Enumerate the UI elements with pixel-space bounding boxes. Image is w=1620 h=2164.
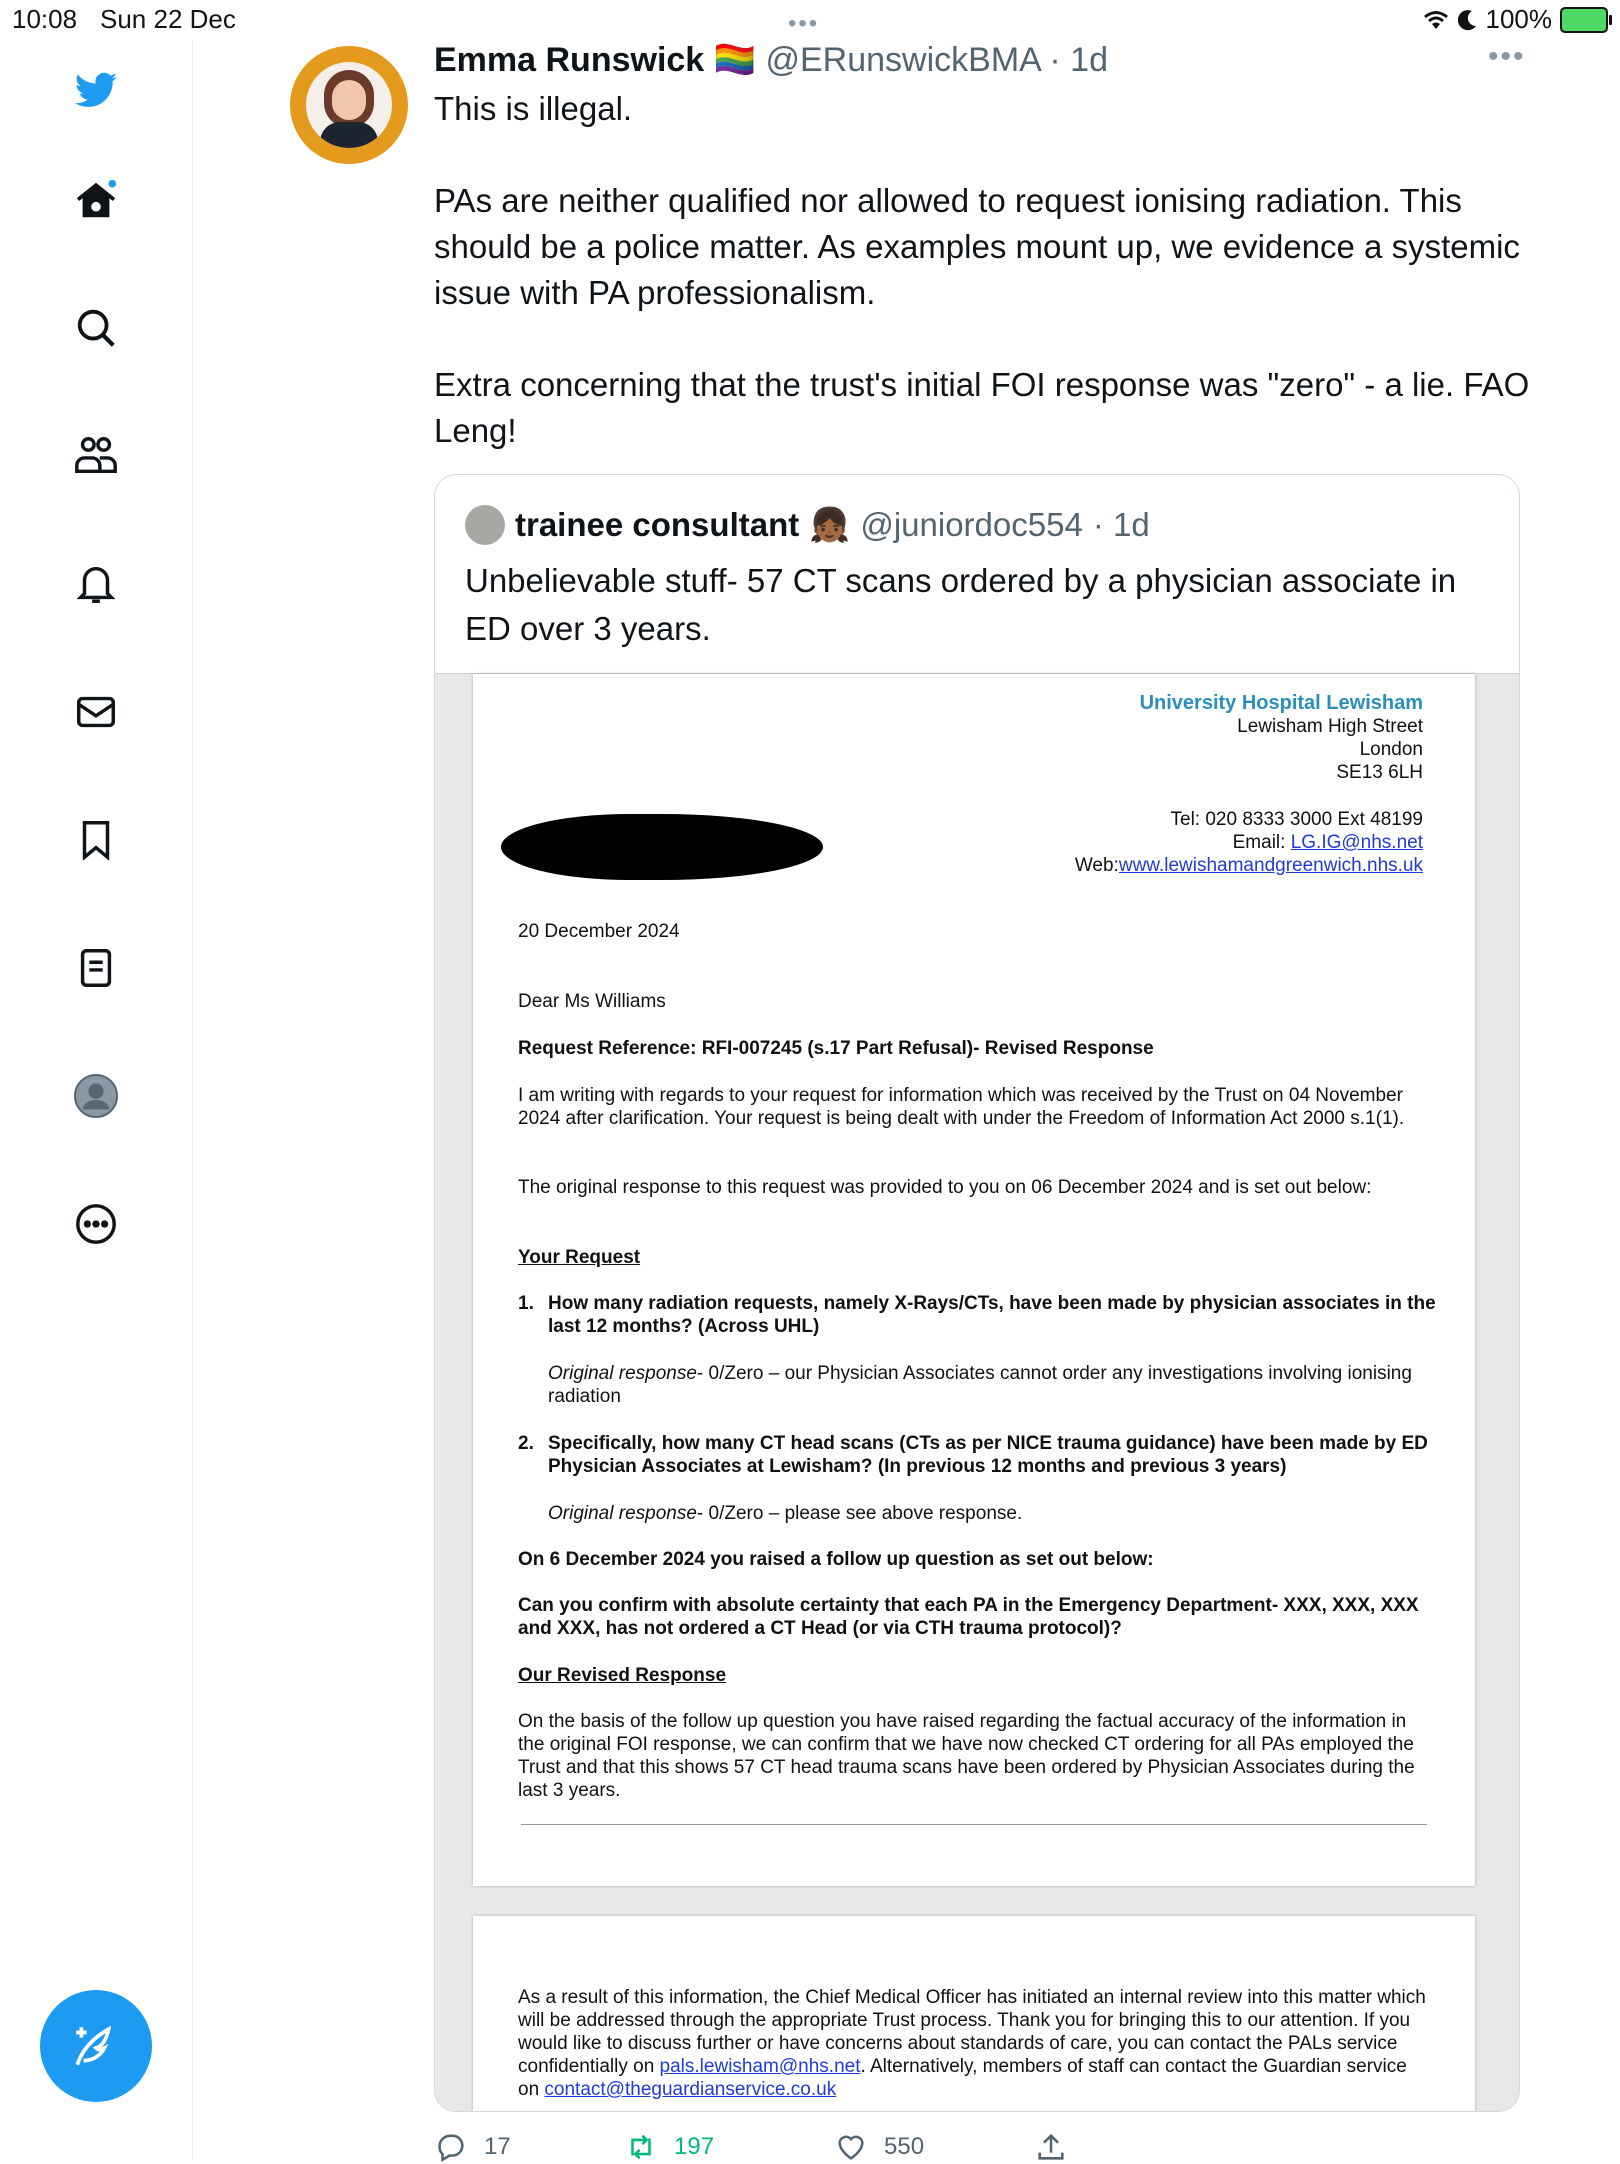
letter-original-note: The original response to this request was provided to you on 06 December 2024 and is set out below: — [518, 1177, 1372, 1198]
page2-text-a: As a result of this information, the Chief Medical Officer has initiated an internal review into this matter which will be addressed through the appropriate Trust process. Thank you for bringing this to our attention. If you would like to discuss further or have concerns about standards of care, you can contact the PALs service confidentially on — [518, 1987, 1426, 2077]
status-time: 10:08 — [12, 4, 78, 34]
quote-text: Unbelievable stuff- 57 CT scans ordered by a physician associate in ED over 3 years. — [465, 562, 1457, 647]
retweet-icon — [624, 2130, 658, 2164]
hospital-name: University Hospital Lewisham — [1139, 692, 1423, 714]
email-link: LG.IG@nhs.net — [1290, 832, 1423, 853]
quote-author-avatar[interactable] — [465, 505, 505, 545]
wifi-icon — [1422, 9, 1450, 31]
address-line: Lewisham High Street — [1237, 716, 1423, 737]
question-1-number: 1. — [518, 1293, 534, 1314]
document-page-1 — [473, 674, 1475, 1886]
hospital-address — [1140, 692, 1423, 784]
share-button[interactable] — [1034, 2130, 1068, 2164]
author-avatar[interactable] — [290, 46, 408, 164]
question-2-number: 2. — [518, 1433, 534, 1454]
author-name[interactable]: Emma Runswick — [434, 41, 705, 79]
response-text: - 0/Zero – please see above response. — [696, 1503, 1023, 1524]
guardian-email-link: contact@theguardianservice.co.uk — [544, 2079, 837, 2100]
sidebar — [0, 40, 193, 2160]
tweet-paragraph: This is illegal. — [434, 90, 633, 127]
attached-document-image[interactable] — [435, 673, 1519, 2112]
heart-icon — [834, 2130, 868, 2164]
reply-icon — [434, 2130, 468, 2164]
tweet-paragraph: Extra concerning that the trust's initial FOI response was "zero" - a lie. FAO Leng! — [434, 366, 1530, 449]
tweet-author-line — [434, 40, 1108, 80]
telephone: Tel: 020 8333 3000 Ext 48199 — [1170, 809, 1423, 830]
bookmark-icon[interactable] — [70, 814, 122, 866]
address-line: London — [1359, 739, 1423, 760]
notifications-bell-icon[interactable] — [70, 558, 122, 610]
web-label: Web: — [1074, 855, 1119, 876]
quoted-tweet[interactable] — [434, 474, 1520, 2112]
followup-question: Can you confirm with absolute certainty that each PA in the Emergency Department- XXX, XXX, XXX and XXX, has not ordered a CT Head (or via CTH trauma protocol)? — [518, 1595, 1419, 1639]
status-right — [1422, 4, 1609, 35]
author-handle[interactable]: @ERunswickBMA — [765, 41, 1040, 79]
quote-author-name[interactable]: trainee consultant — [515, 506, 800, 543]
messages-envelope-icon[interactable] — [70, 686, 122, 738]
like-count: 550 — [884, 2133, 925, 2160]
followup-intro: On 6 December 2024 you raised a follow up question as set out below: — [518, 1549, 1154, 1570]
tweet-time[interactable]: · 1d — [1049, 41, 1108, 79]
tweet-text — [434, 86, 1534, 500]
share-icon — [1034, 2130, 1068, 2164]
question-2-text: Specifically, how many CT head scans (CTs as per NICE trauma guidance) have been made by ED Physician Associates at Lewisham? (In previous 12 months and previous 3 years) — [548, 1433, 1428, 1477]
status-date: Sun 22 Dec — [100, 4, 236, 34]
quote-author-line — [465, 505, 1150, 545]
response-label: Original response — [548, 1503, 697, 1524]
response-label: Original response — [548, 1363, 697, 1384]
document-page-2 — [473, 1916, 1475, 2112]
page2-text-b: . Alternatively, members of staff can contact the Guardian service on — [518, 2056, 1407, 2100]
reply-count: 17 — [484, 2133, 511, 2160]
compose-button[interactable] — [40, 1990, 152, 2102]
moon-icon — [1458, 9, 1478, 31]
search-icon[interactable] — [70, 302, 122, 354]
pride-flag-icon: 🏳️‍🌈 — [713, 41, 757, 79]
letter-salutation: Dear Ms Williams — [518, 991, 666, 1012]
compose-feather-icon — [71, 2021, 121, 2071]
question-1-response — [518, 1362, 1458, 1408]
more-circle-icon[interactable] — [70, 1198, 122, 1250]
retweet-button[interactable] — [624, 2130, 714, 2164]
pals-email-link: pals.lewisham@nhs.net — [659, 2056, 861, 2077]
letter-reference: Request Reference: RFI-007245 (s.17 Part Refusal)- Revised Response — [518, 1038, 1154, 1059]
like-button[interactable] — [834, 2130, 924, 2164]
lists-icon[interactable] — [70, 942, 122, 994]
girl-emoji-icon: 👧🏾 — [809, 505, 851, 543]
home-icon[interactable] — [70, 174, 122, 226]
response-text: - 0/Zero – our Physician Associates cannot order any investigations involving ionising radiation — [548, 1363, 1412, 1407]
question-1 — [518, 1292, 1458, 1338]
tweet-paragraph: PAs are neither qualified nor allowed to request ionising radiation. This should be a police matter. As examples mount up, we evidence a systemic issue with PA professionalism. — [434, 182, 1520, 311]
web-link: www.lewishamandgreenwich.nhs.uk — [1118, 855, 1423, 876]
communities-icon[interactable] — [70, 430, 122, 482]
question-2 — [518, 1432, 1458, 1478]
question-1-text: How many radiation requests, namely X-Rays/CTs, have been made by physician associates in the last 12 months? (Across UHL) — [548, 1293, 1436, 1337]
battery-percent: 100% — [1485, 4, 1552, 34]
multitask-dots-icon[interactable]: ••• — [788, 10, 820, 37]
profile-avatar-icon[interactable] — [70, 1070, 122, 1122]
reply-button[interactable] — [434, 2130, 511, 2164]
address-line: SE13 6LH — [1336, 762, 1423, 783]
revised-response-heading: Our Revised Response — [518, 1665, 727, 1686]
email-label: Email: — [1232, 832, 1291, 853]
letter-date: 20 December 2024 — [518, 921, 680, 942]
twitter-bird-icon[interactable] — [70, 64, 122, 116]
quote-author-handle[interactable]: @juniordoc554 — [860, 506, 1083, 543]
letter-intro: I am writing with regards to your request for information which was received by the Trust on 04 November 2024 after clarification. Your request is being dealt with under the Freedom of Information Act 2000 s.1(1). — [518, 1085, 1405, 1129]
retweet-count: 197 — [674, 2133, 715, 2160]
status-bar — [0, 0, 1620, 40]
divider — [521, 1824, 1427, 1825]
quote-time[interactable]: · 1d — [1092, 506, 1150, 543]
redacted-name-block — [501, 814, 823, 880]
revised-response-text: On the basis of the follow up question you have raised regarding the factual accuracy of the information in the original FOI response, we can confirm that we have now checked CT ordering for all PAs employed the Trust and that this shows 57 CT head trauma scans have been ordered by Physician Associates during the last 3 years. — [518, 1711, 1415, 1801]
more-options-icon[interactable]: ••• — [1488, 40, 1526, 73]
your-request-heading: Your Request — [518, 1247, 641, 1268]
question-2-response — [518, 1502, 1458, 1525]
battery-icon — [1560, 7, 1608, 33]
hospital-contact — [1075, 808, 1423, 877]
page2-text — [518, 1986, 1428, 2101]
